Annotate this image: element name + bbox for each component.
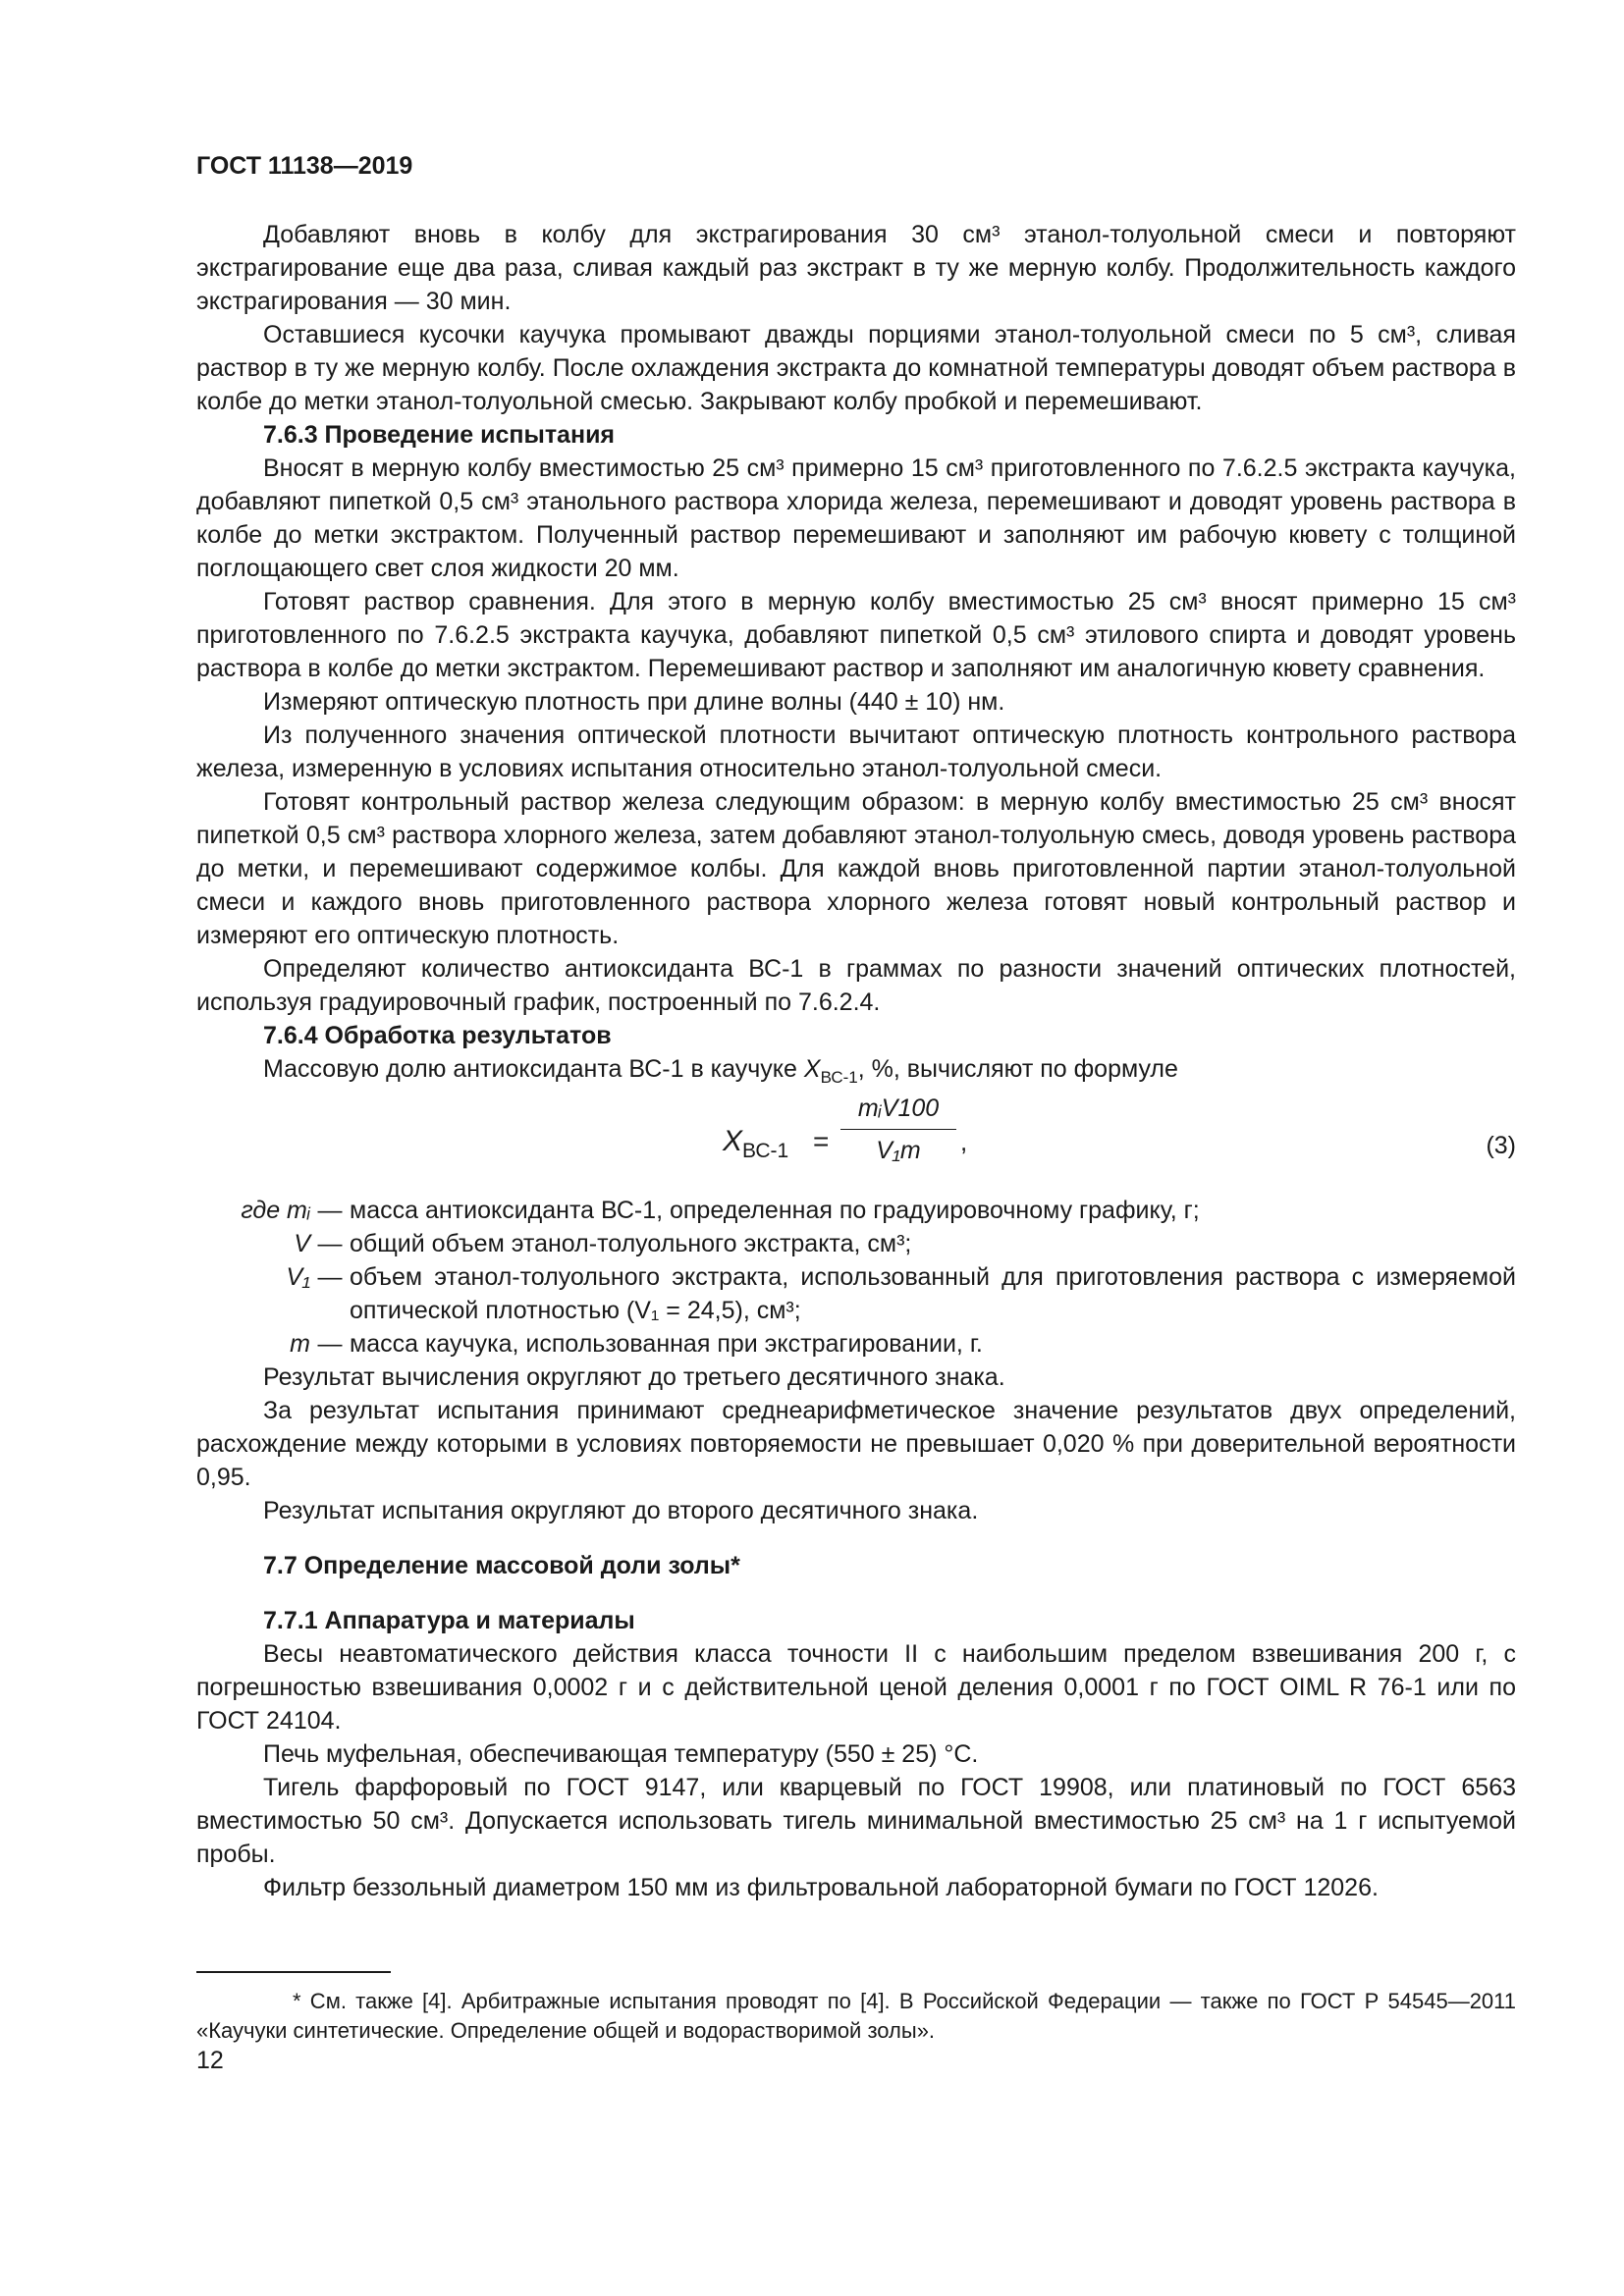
formula-3 [196, 1092, 1516, 1194]
paragraph: Тигель фарфоровый по ГОСТ 9147, или кварцевый по ГОСТ 19908, или платиновый по ГОСТ 6563 вместимостью 50 см³. Допускается использовать тигель минимальной вместимостью 25 см³ на 1 г испытуемой пробы. [196, 1774, 1516, 1868]
paragraph: Добавляют вновь в колбу для экстрагирования 30 см³ этанол-толуольной смеси и повторяют экстрагирование еще два раза, сливая каждый раз экстракт в ту же мерную колбу. Продолжительность каждого экстрагирования — 30 мин. [196, 221, 1516, 315]
paragraph: За результат испытания принимают среднеарифметическое значение результатов двух определений, расхождение между которыми в условиях повторяемости не превышает 0,020 % при доверительной вероятности 0,95. [196, 1397, 1516, 1491]
section-heading-7-6-4: 7.6.4 Обработка результатов [263, 1022, 612, 1049]
formula-lhs: $X_{ВС-1}$ [723, 1125, 789, 1162]
fraction-bar [840, 1129, 956, 1130]
formula-numerator: mᵢV100 [857, 1095, 940, 1122]
paragraph: Весы неавтоматического действия класса точности II с наибольшим пределом взвешивания 200 г, с погрешностью взвешивания 0,0002 г и с действительной ценой деления 0,0001 г по ГОСТ OIML R 76-1 или по ГОСТ 24104. [196, 1640, 1516, 1735]
paragraph: Результат испытания округляют до второго десятичного знака. [263, 1497, 979, 1524]
legend-row [196, 1194, 1516, 1227]
legend-dash: — [317, 1330, 343, 1358]
paragraph: Оставшиеся кусочки каучука промывают дважды порциями этанол-толуольной смеси по 5 см³, сливая раствор в ту же мерную колбу. После охлаждения экстракта до комнатной температуры доводят объем раствора в колбе до метки этанол-толуольной смесью. Закрывают колбу пробкой и перемешивают. [196, 321, 1516, 415]
page-number: 12 [196, 2047, 224, 2074]
paragraph: Измеряют оптическую плотность при длине волны (440 ± 10) нм. [263, 688, 1005, 716]
legend-symbol: V [294, 1230, 310, 1257]
footnote: * См. также [4]. Арбитражные испытания проводят по [4]. В Российской Федерации — также по ГОСТ Р 54545—2011 «Каучуки синтетические. Определение общей и водорастворимой золы». [196, 1989, 1516, 2043]
section-heading-7-7-1: 7.7.1 Аппаратура и материалы [263, 1607, 635, 1634]
legend-symbol: m [290, 1330, 310, 1358]
legend-row [196, 1260, 1516, 1327]
paragraph: Фильтр беззольный диаметром 150 мм из фильтровальной лабораторной бумаги по ГОСТ 12026. [263, 1874, 1379, 1901]
legend-dash: — [317, 1230, 343, 1257]
paragraph: Определяют количество антиоксиданта ВС-1 в граммах по разности значений оптических плотностей, используя градуировочный график, построенный по 7.6.2.4. [196, 955, 1516, 1016]
section-heading-7-6-3: 7.6.3 Проведение испытания [263, 421, 616, 449]
variable-legend [196, 1194, 1516, 1361]
legend-text: общий объем этанол-толуольного экстракта, см³; [350, 1230, 912, 1257]
legend-dash: — [317, 1197, 343, 1224]
formula-intro: Массовую долю антиоксиданта ВС-1 в каучуке $X_{ВС-1}$, %, вычисляют по формуле [263, 1055, 1178, 1087]
document-header: ГОСТ 11138—2019 [196, 152, 413, 180]
paragraph: Результат вычисления округляют до третьего десятичного знака. [263, 1363, 1005, 1391]
legend-dash: — [317, 1263, 343, 1291]
formula-comma: , [960, 1127, 968, 1156]
legend-row [196, 1227, 1516, 1260]
paragraph: Готовят раствор сравнения. Для этого в мерную колбу вместимостью 25 см³ вносят примерно 15 см³ приготовленного по 7.6.2.5 экстракта каучука, добавляют пипеткой 0,5 см³ этилового спирта и доводят уровень раствора в колбе до метки экстрактом. Перемешивают раствор и заполняют им аналогичную кювету сравнения. [196, 588, 1516, 682]
formula-denominator: V₁m [876, 1137, 921, 1164]
paragraph: Из полученного значения оптической плотности вычитают оптическую плотность контрольного раствора железа, измеренную в условиях испытания относительно этанол-толуольной смеси. [196, 721, 1516, 782]
paragraph: Печь муфельная, обеспечивающая температуру (550 ± 25) °С. [263, 1740, 979, 1768]
section-heading-7-7: 7.7 Определение массовой доли золы* [263, 1552, 740, 1579]
formula-number: (3) [1486, 1132, 1516, 1159]
footnote-separator [196, 1971, 391, 1973]
paragraph: Готовят контрольный раствор железа следующим образом: в мерную колбу вместимостью 25 см³ вносят пипеткой 0,5 см³ раствора хлорного железа, затем добавляют этанол-толуольную смесь, доводя уровень раствора до метки, и перемешивают содержимое колбы. Для каждой вновь приготовленной партии этанол-толуольной смеси и каждого вновь приготовленного раствора хлорного железа готовят новый контрольный раствор и измеряют его оптическую плотность. [196, 788, 1516, 949]
legend-text: масса каучука, использованная при экстрагировании, г. [350, 1330, 983, 1358]
legend-text: масса антиоксиданта ВС-1, определенная по градуировочному графику, г; [350, 1197, 1200, 1224]
formula-fraction [840, 1092, 956, 1167]
legend-row [196, 1327, 1516, 1361]
formula-equals: = [813, 1126, 830, 1156]
legend-text: объем этанол-толуольного экстракта, использованный для приготовления раствора с измеряемой оптической плотностью (V₁ = 24,5), см³; [350, 1263, 1516, 1324]
page-body [196, 218, 1516, 1904]
legend-symbol: V₁ [286, 1263, 310, 1291]
legend-symbol: где mᵢ [241, 1197, 310, 1224]
paragraph: Вносят в мерную колбу вместимостью 25 см³ примерно 15 см³ приготовленного по 7.6.2.5 экстракта каучука, добавляют пипеткой 0,5 см³ этанольного раствора хлорида железа, перемешивают и доводят уровень раствора в колбе до метки экстрактом. Полученный раствор перемешивают и заполняют им рабочую кювету с толщиной поглощающего свет слоя жидкости 20 мм. [196, 454, 1516, 582]
